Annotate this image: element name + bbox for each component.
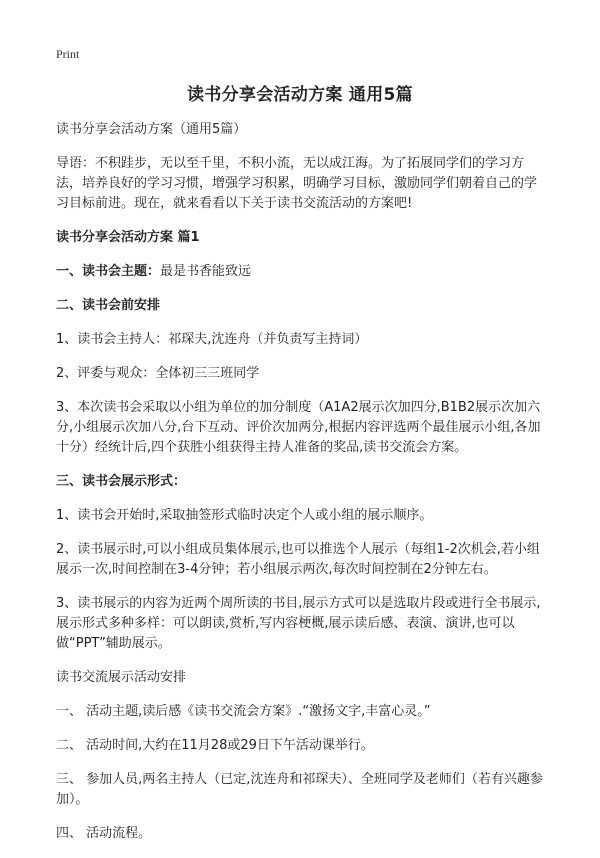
list-item: 2、读书展示时,可以小组成员集体展示,也可以推选个人展示（每组1-2次机会,若小组展示一次,时间控制在3-4分钟；若小组展示两次,每次时间控制在2分钟左右。 [56, 542, 540, 577]
section-heading: 读书分享会活动方案 篇1 [56, 230, 200, 245]
list-item: 三、 参加人员,两名主持人（已定,沈连舟和祁琛夫）、全班同学及老师们（若有兴趣参加）。 [56, 772, 543, 807]
theme-value: 最是书香能致远 [160, 264, 252, 279]
list-item: 四、 活动流程。 [56, 826, 152, 841]
paragraph-theme [56, 262, 546, 282]
print-link[interactable]: Print [56, 47, 80, 61]
document-title: 读书分享会活动方案 通用5篇 [187, 85, 413, 105]
theme-label: 一、读书会主题： [56, 264, 161, 279]
list-item: 二、 活动时间,大约在11月28或29日下午活动课举行。 [56, 738, 374, 753]
list-item: 3、本次读书会采取以小组为单位的加分制度（A1A2展示次加四分,B1B2展示次加六分,小组展示次加八分,台下互动、评价次加两分,根据内容评选两个最佳展示小组,各加十分）经统计后,四个获胜小组获得主持人准备的奖品,读书交流会方案。 [56, 400, 541, 455]
list-item: 1、读书会开始时,采取抽签形式临时决定个人或小组的展示顺序。 [56, 508, 433, 523]
subsection-heading: 三、读书会展示形式： [56, 474, 187, 489]
list-item: 2、评委与观众：全体初三三班同学 [56, 366, 260, 381]
list-item: 3、读书展示的内容为近两个周所读的书目,展示方式可以是选取片段或进行全书展示,展示形式多种多样：可以朗读,赏析,写内容梗概,展示读后感、表演、演讲,也可以做“PPT”辅助展示。 [56, 596, 541, 651]
subsection-heading: 二、读书会前安排 [56, 298, 161, 313]
paragraph-intro: 导语：不积跬步，无以至千里，不积小流，无以成江海。为了拓展同学们的学习方法，培养良好的学习习惯，增强学习积累，明确学习目标，激励同学们朝着自己的学习目标前进。现在，就来看看以下关于读书交流活动的方案吧! [56, 156, 538, 211]
list-item: 1、读书会主持人：祁琛夫,沈连舟（并负责写主持词） [56, 332, 368, 347]
document-body [56, 120, 546, 858]
paragraph-plan-title: 读书交流展示活动安排 [56, 670, 187, 685]
paragraph-subtitle: 读书分享会活动方案（通用5篇） [56, 122, 247, 137]
list-item: 一、 活动主题,读后感《读书交流会方案》.“激扬文字,丰富心灵。” [56, 704, 431, 719]
